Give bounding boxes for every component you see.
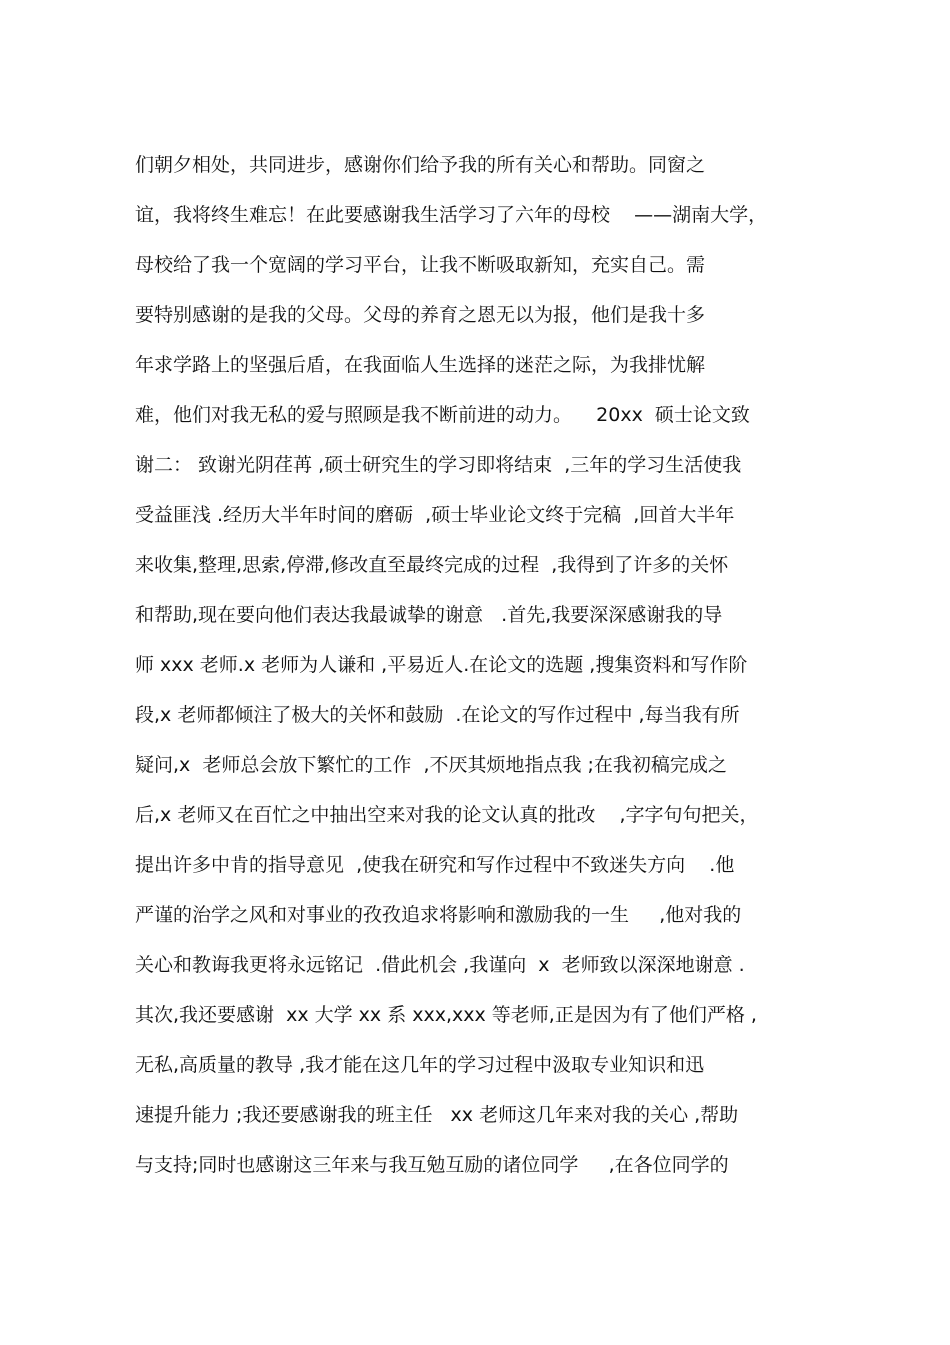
body-text <box>135 140 835 1190</box>
text-line: 速提升能力 ;我还要感谢我的班主任 xx 老师这几年来对我的关心 ,帮助 <box>135 1104 739 1126</box>
text-line: 来收集,整理,思索,停滞,修改直至最终完成的过程 ,我得到了许多的关怀 <box>135 554 729 576</box>
text-line: 提出许多中肯的指导意见 ,使我在研究和写作过程中不致迷失方向 .他 <box>135 854 735 876</box>
text-line: 段,x 老师都倾注了极大的关怀和鼓励 .在论文的写作过程中 ,每当我有所 <box>135 704 740 726</box>
text-line: 无私,高质量的教导 ,我才能在这几年的学习过程中汲取专业知识和迅 <box>135 1054 705 1076</box>
text-line: 其次,我还要感谢 xx 大学 xx 系 xxx,xxx 等老师,正是因为有了他们严格 , <box>135 1004 757 1026</box>
text-line: 疑问,x 老师总会放下繁忙的工作 ,不厌其烦地指点我 ;在我初稿完成之 <box>135 754 727 776</box>
text-line: 受益匪浅 .经历大半年时间的磨砺 ,硕士毕业论文终于完稿 ,回首大半年 <box>135 504 735 526</box>
text-line: 师 xxx 老师.x 老师为人谦和 ,平易近人.在论文的选题 ,搜集资料和写作阶 <box>135 654 748 676</box>
text-line: 严谨的治学之风和对事业的孜孜追求将影响和激励我的一生 ,他对我的 <box>135 904 742 926</box>
text-line: 关心和教诲我更将永远铭记 .借此机会 ,我谨向 x 老师致以深深地谢意 . <box>135 954 745 976</box>
text-line: 谊，我将终生难忘！在此要感谢我生活学习了六年的母校 ——湖南大学， <box>135 204 768 226</box>
text-line: 要特别感谢的是我的父母。父母的养育之恩无以为报，他们是我十多 <box>135 304 706 326</box>
text-line: 谢二： 致谢光阴荏苒 ,硕士研究生的学习即将结束 ,三年的学习生活使我 <box>135 454 742 476</box>
text-line: 年求学路上的坚强后盾，在我面临人生选择的迷茫之际，为我排忧解 <box>135 354 706 376</box>
text-line: 和帮助,现在要向他们表达我最诚挚的谢意 .首先,我要深深感谢我的导 <box>135 604 723 626</box>
text-line: 与支持;同时也感谢这三年来与我互勉互励的诸位同学 ,在各位同学的 <box>135 1154 729 1176</box>
text-line: 们朝夕相处，共同进步，感谢你们给予我的所有关心和帮助。同窗之 <box>135 154 706 176</box>
text-line: 母校给了我一个宽阔的学习平台，让我不断吸取新知，充实自己。需 <box>135 254 706 276</box>
text-line: 后,x 老师又在百忙之中抽出空来对我的论文认真的批改 ,字字句句把关， <box>135 804 759 826</box>
text-line: 难，他们对我无私的爱与照顾是我不断前进的动力。 20xx 硕士论文致 <box>135 404 750 426</box>
